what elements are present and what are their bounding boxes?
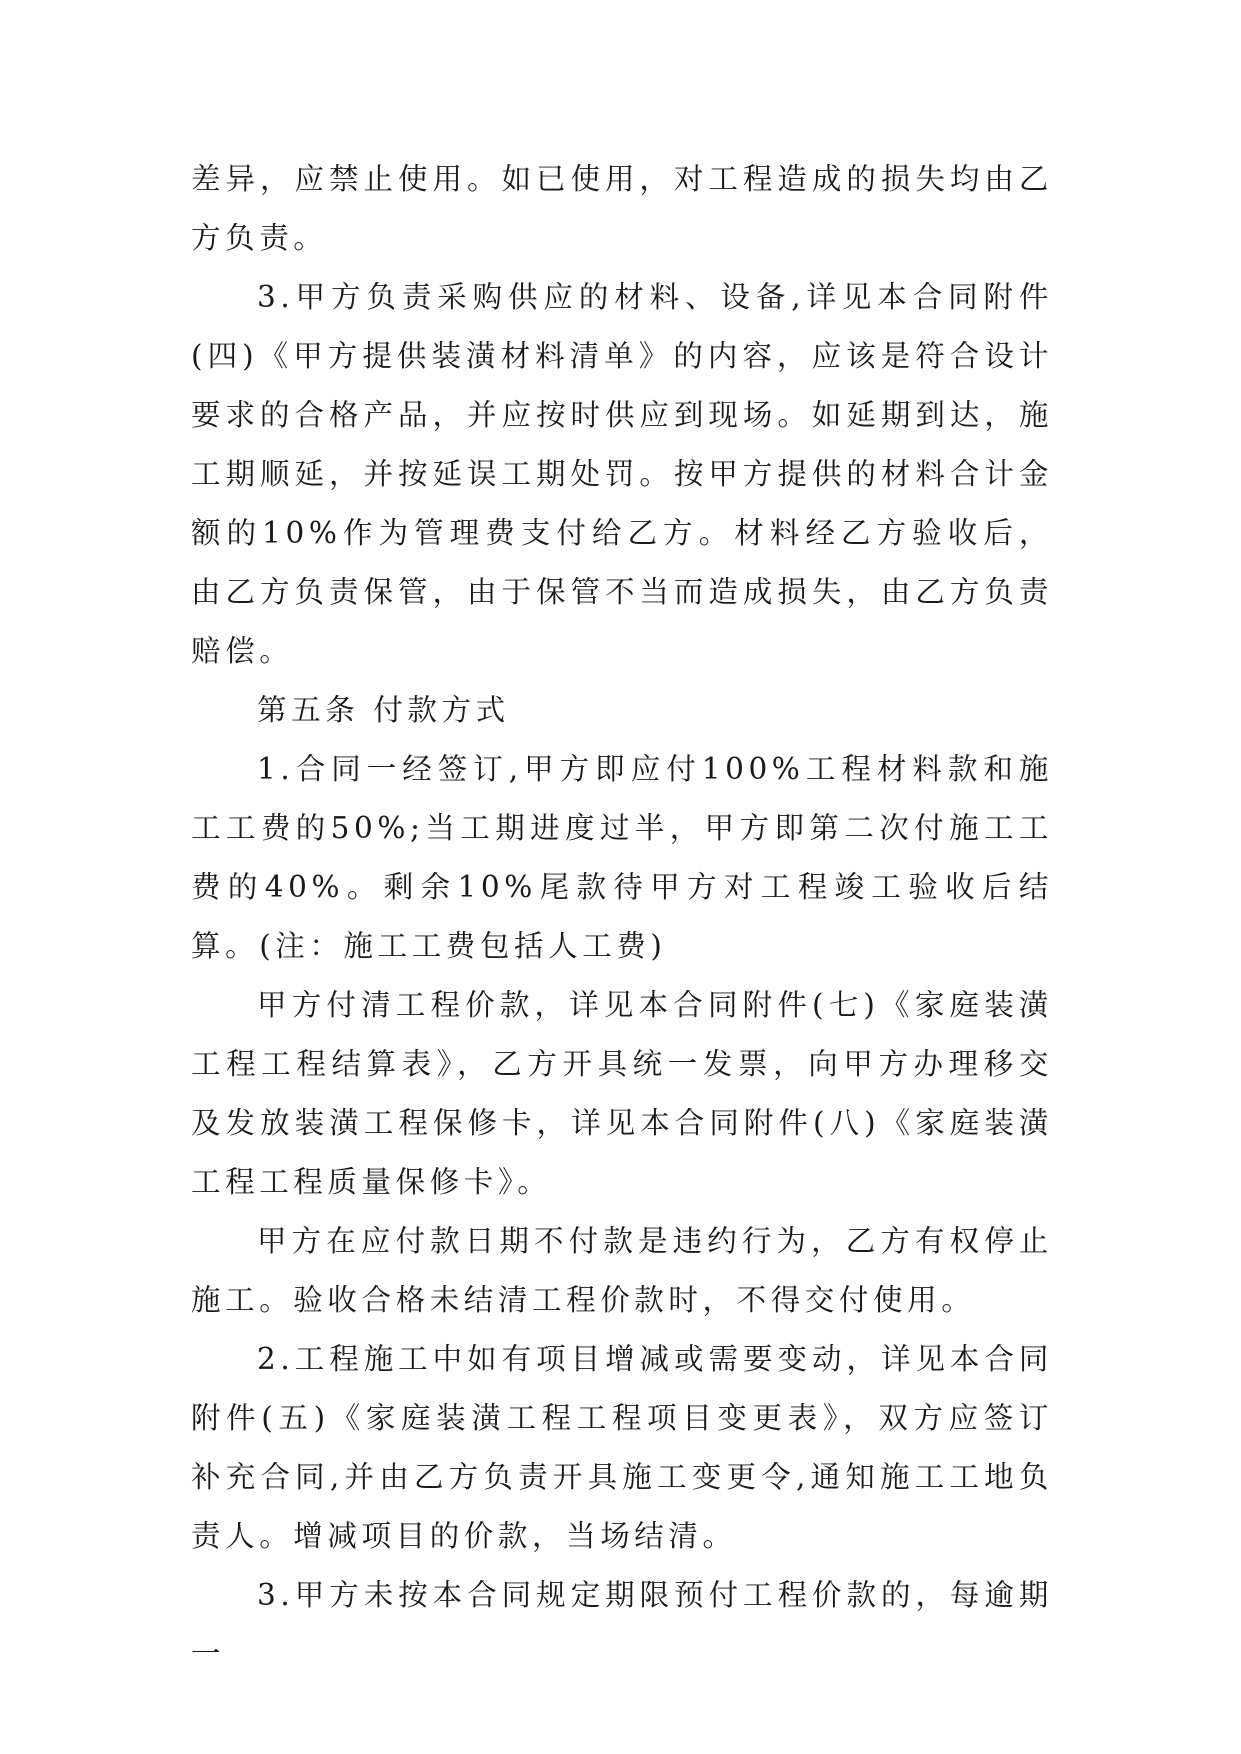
paragraph-payment-clause-1: 1.合同一经签订,甲方即应付100%工程材料款和施工工费的50%;当工期进度过半，甲方即第二次付施工工费的40%。剩余10%尾款待甲方对工程竣工验收后结算。(注：施工工费包括人工费) [191, 752, 1053, 963]
section-heading-article-5: 第五条 付款方式 [257, 693, 510, 727]
document-body [191, 150, 1053, 1684]
paragraph-breach: 甲方在应付款日期不付款是违约行为，乙方有权停止施工。验收合格未结清工程价款时，不得交付使用。 [191, 1224, 1053, 1317]
paragraph-material-difference: 差异，应禁止使用。如已使用，对工程造成的损失均由乙方负责。 [191, 162, 1053, 255]
paragraph-clause-3-materials: 3.甲方负责采购供应的材料、设备,详见本合同附件(四)《甲方提供装潢材料清单》的内容，应该是符合设计要求的合格产品，并应按时供应到现场。如延期到达，施工期顺延，并按延误工期处罚。按甲方提供的材料合计金额的10%作为管理费支付给乙方。材料经乙方验收后，由乙方负责保管，由于保管不当而造成损失，由乙方负责赔偿。 [191, 280, 1053, 668]
paragraph-payment-clause-3: 3.甲方未按本合同规定期限预付工程价款的，每逾期一 [191, 1578, 1053, 1671]
paragraph-payment-clause-2: 2.工程施工中如有项目增减或需要变动，详见本合同附件(五)《家庭装潢工程工程项目变更表》，双方应签订补充合同,并由乙方负责开具施工变更令,通知施工工地负责人。增减项目的价款，当场结清。 [191, 1342, 1053, 1553]
paragraph-settlement: 甲方付清工程价款，详见本合同附件(七)《家庭装潢工程工程结算表》，乙方开具统一发票，向甲方办理移交及发放装潢工程保修卡，详见本合同附件(八)《家庭装潢工程工程质量保修卡》。 [191, 988, 1053, 1199]
